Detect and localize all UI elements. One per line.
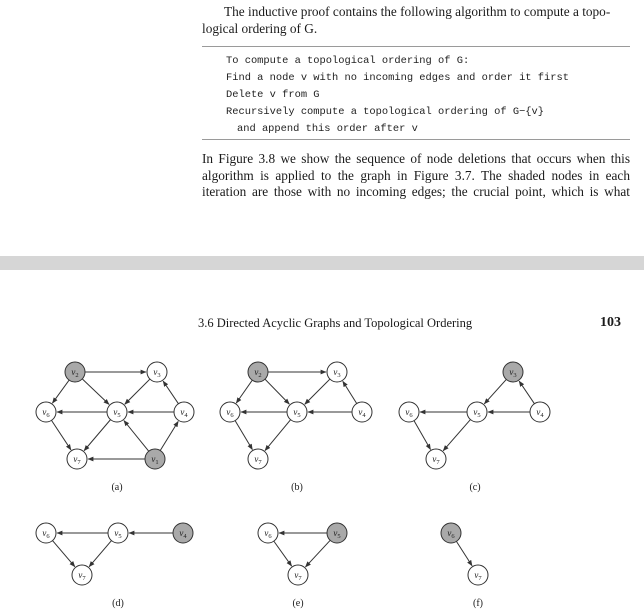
graph-edge [235, 421, 252, 450]
node-label: $v_7$ [73, 454, 81, 466]
node-label: $v_1$ [151, 454, 159, 466]
graph-edge [53, 541, 75, 567]
node-label: $v_6$ [42, 528, 50, 540]
panel-caption: (c) [469, 482, 481, 493]
node-label: $v_5$ [113, 407, 121, 419]
node-label: $v_7$ [474, 570, 482, 582]
graph-edge [519, 381, 534, 404]
panel-caption: (d) [112, 598, 124, 609]
node-label: $v_7$ [254, 454, 262, 466]
node-label: $v_6$ [42, 407, 50, 419]
node-label: $v_7$ [78, 570, 86, 582]
intro-line-2: logical ordering of G. [202, 20, 318, 36]
panel-caption: (b) [291, 482, 303, 493]
graph-edge [236, 380, 252, 403]
body-line-2: algorithm is applied to the graph in Figure 3.7. The shaded nodes in each [202, 167, 630, 183]
graph-edge [484, 379, 506, 403]
graph-edge [89, 541, 111, 567]
algorithm-line: Delete v from G [226, 89, 320, 101]
graph-edge [82, 379, 109, 405]
node-label: $v_5$ [473, 407, 481, 419]
node-label: $v_7$ [294, 570, 302, 582]
graph-edge [274, 541, 292, 566]
graph-edge [52, 420, 71, 449]
node-label: $v_6$ [226, 407, 234, 419]
node-label: $v_6$ [264, 528, 272, 540]
graph-panel [441, 523, 488, 609]
node-label: $v_3$ [509, 367, 517, 379]
algorithm-line: Recursively compute a topological ordering of G−{v} [226, 106, 545, 118]
intro-line-1: The inductive proof contains the following algorithm to compute a topo- [224, 4, 611, 19]
graph-edge [124, 421, 149, 452]
graph-edge [265, 379, 289, 404]
graph-edge [160, 421, 178, 450]
graph-panel [399, 362, 550, 493]
node-label: $v_6$ [405, 407, 413, 419]
graph-edge [305, 379, 330, 404]
body-line-1: In Figure 3.8 we show the sequence of node deletions that occurs when this [202, 151, 630, 166]
graph-edge [456, 541, 472, 565]
node-label: $v_4$ [536, 407, 544, 419]
node-label: $v_5$ [114, 528, 122, 540]
node-label: $v_4$ [179, 528, 187, 540]
panel-caption: (a) [111, 482, 123, 493]
node-label: $v_2$ [71, 367, 79, 379]
node-label: $v_6$ [447, 528, 455, 540]
node-label: $v_3$ [153, 367, 161, 379]
body-line-3: iteration are those with no incoming edges; the crucial point, which is what [202, 184, 630, 199]
node-label: $v_5$ [293, 407, 301, 419]
node-label: $v_3$ [333, 367, 341, 379]
graph-panel [258, 523, 347, 609]
graph-panel [36, 362, 194, 493]
panel-caption: (e) [292, 598, 304, 609]
graph-panel [220, 362, 372, 493]
graph-edge [414, 421, 431, 450]
panel-caption: (f) [473, 598, 483, 609]
graph-panel [36, 523, 193, 609]
algorithm-line: Find a node v with no incoming edges and order it first [226, 72, 569, 84]
graph-edge [265, 420, 291, 451]
algorithm-line: and append this order after v [237, 123, 418, 135]
graph-edge [52, 380, 69, 403]
node-label: $v_4$ [358, 407, 366, 419]
algorithm-line: To compute a topological ordering of G: [226, 55, 470, 67]
node-label: $v_2$ [254, 367, 262, 379]
running-head: 3.6 Directed Acyclic Graphs and Topological Ordering [198, 316, 473, 330]
node-label: $v_7$ [432, 454, 440, 466]
graph-edge [84, 420, 110, 451]
node-label: $v_5$ [333, 528, 341, 540]
graph-edge [125, 379, 150, 404]
page-number: 103 [600, 315, 621, 330]
node-label: $v_4$ [180, 407, 188, 419]
graph-edge [343, 381, 357, 403]
graph-edge [163, 381, 178, 404]
graph-edge [305, 540, 330, 567]
graph-edge [443, 420, 470, 451]
